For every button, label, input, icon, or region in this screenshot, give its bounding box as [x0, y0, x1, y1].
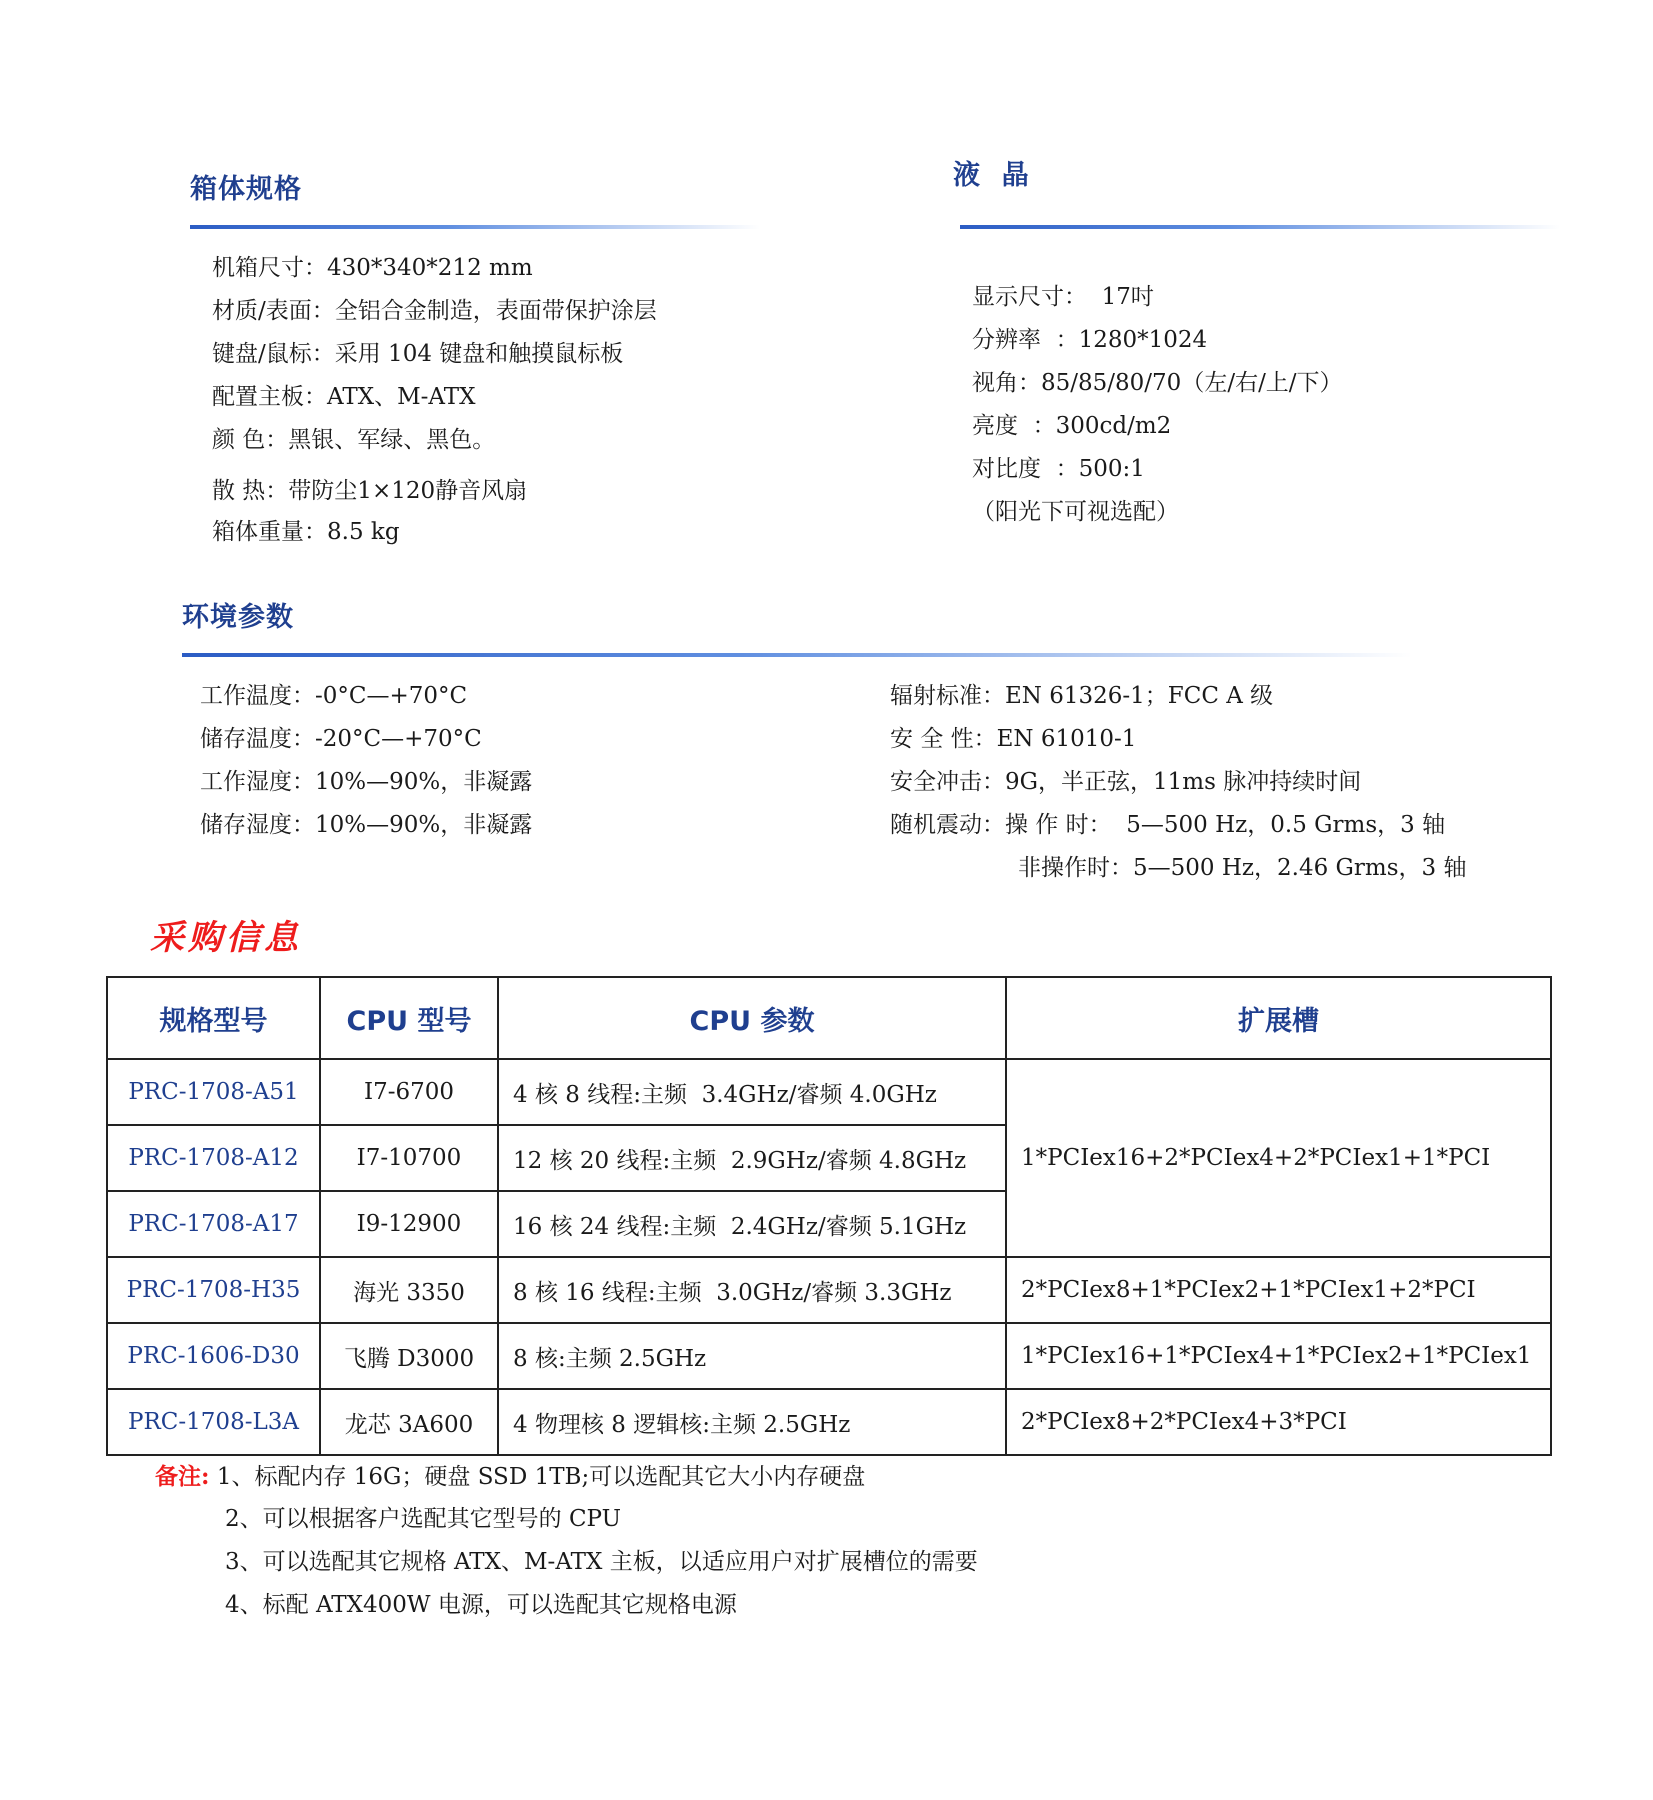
cabinet-divider — [190, 225, 760, 229]
slot-cell: 2*PCIex8+2*PCIex4+3*PCI — [1006, 1389, 1551, 1455]
notes-label: 备注: — [155, 1463, 210, 1490]
safety-standard: 安 全 性：EN 61010-1 — [890, 726, 1137, 752]
param-cell: 8 核:主频 2.5GHz — [498, 1323, 1006, 1389]
slot-cell: 1*PCIex16+1*PCIex4+1*PCIex2+1*PCIex1 — [1006, 1323, 1551, 1389]
param-cell: 4 核 8 线程:主频 3.4GHz/睿频 4.0GHz — [498, 1059, 1006, 1125]
shock-spec: 安全冲击：9G，半正弦，11ms 脉冲持续时间 — [890, 769, 1362, 795]
model-cell: PRC-1708-L3A — [107, 1389, 320, 1455]
working-humidity: 工作湿度：10%—90%，非凝露 — [200, 769, 533, 795]
lcd-resolution: 分辨率 ：1280*1024 — [972, 327, 1208, 353]
param-cell: 4 物理核 8 逻辑核:主频 2.5GHz — [498, 1389, 1006, 1455]
cpu-cell: 飞腾 D3000 — [320, 1323, 498, 1389]
slot-cell: 2*PCIex8+1*PCIex2+1*PCIex1+2*PCI — [1006, 1257, 1551, 1323]
cabinet-color: 颜 色：黑银、军绿、黑色。 — [212, 427, 496, 453]
emission-standard: 辐射标准：EN 61326-1；FCC A 级 — [890, 683, 1274, 709]
model-cell: PRC-1708-H35 — [107, 1257, 320, 1323]
note-item: 2、可以根据客户选配其它型号的 CPU — [225, 1506, 621, 1532]
table-row — [107, 1059, 1551, 1125]
model-cell: PRC-1708-A51 — [107, 1059, 320, 1125]
slot-cell: 1*PCIex16+2*PCIex4+2*PCIex1+1*PCI — [1006, 1059, 1551, 1257]
lcd-brightness: 亮度 ：300cd/m2 — [972, 413, 1172, 439]
storage-humidity: 储存湿度：10%—90%，非凝露 — [200, 812, 533, 838]
environment-right-list — [890, 675, 1466, 890]
cabinet-mainboard: 配置主板：ATX、M-ATX — [212, 384, 476, 410]
environment-heading: 环境参数 — [182, 602, 294, 633]
lcd-sunlight-option: （阳光下可视选配） — [972, 499, 1179, 525]
model-cell: PRC-1708-A17 — [107, 1191, 320, 1257]
lcd-viewing-angle: 视角：85/85/80/70（左/右/上/下） — [972, 370, 1343, 396]
notes-block — [155, 1455, 978, 1627]
environment-divider — [182, 653, 1412, 657]
header-model: 规格型号 — [107, 977, 320, 1059]
storage-temperature: 储存温度：-20°C—+70°C — [200, 726, 482, 752]
lcd-heading: 液 晶 — [953, 160, 1030, 191]
model-cell: PRC-1708-A12 — [107, 1125, 320, 1191]
header-cpu-params: CPU 参数 — [498, 977, 1006, 1059]
lcd-divider — [960, 225, 1560, 229]
lcd-size: 显示尺寸： 17吋 — [972, 284, 1154, 310]
table-header-row — [107, 977, 1551, 1059]
cpu-cell: 龙芯 3A600 — [320, 1389, 498, 1455]
lcd-contrast: 对比度 ：500:1 — [972, 456, 1145, 482]
cabinet-spec-list — [212, 247, 657, 551]
note-row — [155, 1455, 978, 1498]
header-cpu-model: CPU 型号 — [320, 977, 498, 1059]
header-expansion-slots: 扩展槽 — [1006, 977, 1551, 1059]
table-row — [107, 1257, 1551, 1323]
cabinet-keyboard: 键盘/鼠标：采用 104 键盘和触摸鼠标板 — [212, 341, 624, 367]
note-item: 4、标配 ATX400W 电源，可以选配其它规格电源 — [225, 1592, 737, 1618]
param-cell: 12 核 20 线程:主频 2.9GHz/睿频 4.8GHz — [498, 1125, 1006, 1191]
cabinet-size: 机箱尺寸：430*340*212 mm — [212, 255, 533, 281]
note-item: 3、可以选配其它规格 ATX、M-ATX 主板，以适应用户对扩展槽位的需要 — [225, 1549, 978, 1575]
cpu-cell: I7-10700 — [320, 1125, 498, 1191]
cabinet-cooling: 散 热：带防尘1×120静音风扇 — [212, 478, 528, 504]
param-cell: 8 核 16 线程:主频 3.0GHz/睿频 3.3GHz — [498, 1257, 1006, 1323]
table-row — [107, 1389, 1551, 1455]
purchase-heading: 采购信息 — [150, 918, 302, 958]
cabinet-material: 材质/表面：全铝合金制造，表面带保护涂层 — [212, 298, 657, 324]
table-row — [107, 1323, 1551, 1389]
cabinet-heading: 箱体规格 — [190, 174, 302, 205]
model-cell: PRC-1606-D30 — [107, 1323, 320, 1389]
param-cell: 16 核 24 线程:主频 2.4GHz/睿频 5.1GHz — [498, 1191, 1006, 1257]
note-item: 1、标配内存 16G；硬盘 SSD 1TB;可以选配其它大小内存硬盘 — [216, 1464, 866, 1490]
working-temperature: 工作温度：-0°C—+70°C — [200, 683, 468, 709]
vibration-operating: 随机震动：操 作 时： 5—500 Hz，0.5 Grms，3 轴 — [890, 812, 1446, 838]
cpu-cell: 海光 3350 — [320, 1257, 498, 1323]
cpu-cell: I7-6700 — [320, 1059, 498, 1125]
lcd-spec-list — [972, 276, 1343, 534]
environment-left-list — [200, 675, 532, 847]
cpu-cell: I9-12900 — [320, 1191, 498, 1257]
purchase-table — [106, 976, 1552, 1456]
vibration-non-operating: 非操作时：5—500 Hz，2.46 Grms，3 轴 — [1018, 855, 1467, 881]
cabinet-weight: 箱体重量：8.5 kg — [212, 519, 400, 545]
